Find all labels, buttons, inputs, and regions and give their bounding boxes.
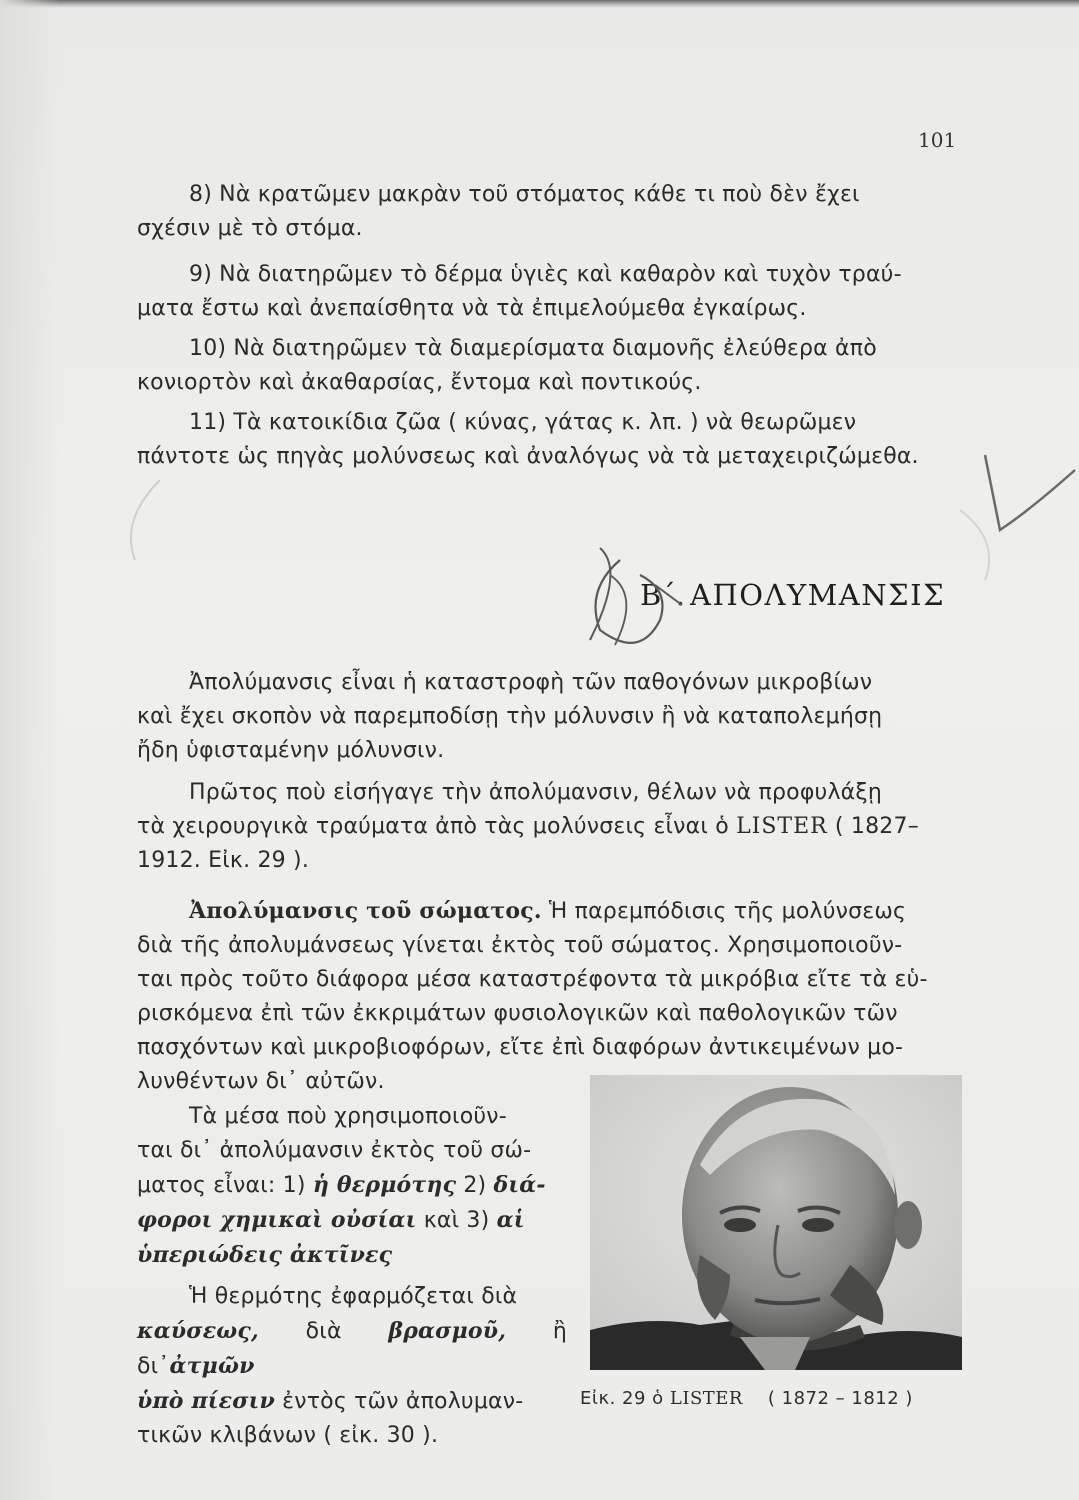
- section-prefix: Β΄.: [640, 578, 686, 612]
- definition-line1: Ἀπολύμανσις εἶναι ἡ καταστροφὴ τῶν παθογόνων μικροβίων: [189, 670, 873, 695]
- heat-term-pressure: ὑπὸ πίεσιν: [137, 1388, 275, 1414]
- definition-line2: καὶ ἔχει σκοπὸν νὰ παρεμποδίσῃ τὴν μόλυνσιν ἢ νὰ καταπολεμήσῃ: [137, 704, 883, 729]
- means-line4b: καὶ 3): [416, 1208, 497, 1233]
- heat-mid2: ἢ δι᾽: [137, 1319, 567, 1379]
- page-shadow: [0, 0, 60, 1500]
- portrait-drawing: [590, 1075, 962, 1370]
- rule-11-line2: πάντοτε ὡς πηγὰς μολύνσεως καὶ ἀναλόγως νὰ τὰ μεταχειριζώμεθα.: [137, 444, 919, 469]
- means-line1: Τὰ μέσα ποὺ χρησιμοποιοῦν-: [189, 1104, 507, 1129]
- rule-10-line2: κονιορτὸν καὶ ἀκαθαρσίας, ἔντομα καὶ ποντικούς.: [137, 370, 702, 395]
- heat-term-steam: ἀτμῶν: [169, 1353, 255, 1379]
- body-disinfection-line4: ρισκόμενα ἐπὶ τῶν ἐκκριμάτων φυσιολογικῶν καὶ παθολογικῶν τῶν: [137, 1001, 898, 1026]
- heat-line4: τικῶν κλιβάνων ( εἰκ. 30 ).: [137, 1423, 439, 1448]
- rule-8-line2: σχέσιν μὲ τὸ στόμα.: [137, 216, 363, 241]
- means-term-chemicals-b: φοροι χημικαὶ οὐσίαι: [137, 1207, 417, 1233]
- history-line2a: τὰ χειρουργικὰ τραύματα ἀπὸ τὰς μολύνσεις εἶναι ὁ: [137, 814, 737, 839]
- scan-edge: [0, 0, 1079, 8]
- rule-8: [137, 178, 953, 246]
- section-title: ΑΠΟΛΥΜΑΝΣΙΣ: [690, 578, 946, 612]
- slash-annotation-1: [590, 548, 610, 640]
- means-paragraph: [137, 1100, 567, 1273]
- heat-term-burning: καύσεως,: [137, 1318, 259, 1344]
- history-paragraph: [137, 776, 953, 878]
- rule-8-line1: 8) Νὰ κρατῶμεν μακρὰν τοῦ στόματος κάθε τι ποὺ δὲν ἔχει: [189, 182, 860, 207]
- caption-prefix: Εἰκ. 29 ὁ: [580, 1388, 664, 1409]
- faint-arc-1: [131, 480, 160, 560]
- body-disinfection-heading: Ἀπολύμανσις τοῦ σώματος.: [189, 898, 542, 924]
- rule-11: [137, 406, 953, 474]
- means-term-heat: ἡ θερμότης: [312, 1172, 457, 1198]
- caption-years: ( 1872 – 1812 ): [767, 1388, 913, 1409]
- caption-name: LISTER: [669, 1388, 743, 1409]
- means-term-chemicals-a: διά-: [493, 1172, 546, 1198]
- definition-line3: ἤδη ὑφισταμένην μόλυνσιν.: [137, 738, 445, 763]
- page-number: 101: [918, 128, 957, 152]
- heat-line3: ἐντὸς τῶν ἀπολυμαν-: [274, 1389, 524, 1414]
- rule-9-line2: ματα ἔστω καὶ ἀνεπαίσθητα νὰ τὰ ἐπιμελούμεθα ἐγκαίρως.: [137, 296, 807, 321]
- heat-paragraph: [137, 1280, 567, 1453]
- history-name: LISTER: [736, 814, 828, 839]
- rule-11-line1: 11) Τὰ κατοικίδια ζῶα ( κύνας, γάτας κ. λπ. ) νὰ θεωρῶμεν: [189, 410, 857, 435]
- faint-arc-2: [960, 510, 989, 580]
- body-disinfection-line5: πασχόντων καὶ μικροβιοφόρων, εἴτε ἐπὶ διαφόρων ἀντικειμένων μο-: [137, 1035, 904, 1060]
- lister-portrait: [590, 1075, 962, 1370]
- rule-10: [137, 332, 953, 400]
- body-disinfection-line2: διὰ τῆς ἀπολυμάνσεως γίνεται ἐκτὸς τοῦ σώματος. Χρησιμοποιοῦν-: [137, 933, 903, 958]
- heat-line1: Ἡ θερμότης ἐφαρμόζεται διὰ: [189, 1284, 518, 1309]
- history-line3: 1912. Εἰκ. 29 ).: [137, 848, 310, 873]
- means-line3b: 2): [456, 1173, 494, 1198]
- slash-annotation-2: [610, 575, 626, 645]
- history-line2b: ( 1827–: [827, 814, 919, 839]
- body-disinfection-line6: λυνθέντων δι᾽ αὐτῶν.: [137, 1069, 385, 1094]
- means-term-uv-a: αἱ: [496, 1207, 525, 1233]
- means-term-uv-b: ὑπεριώδεις ἀκτῖνες: [137, 1242, 393, 1268]
- rule-10-line1: 10) Νὰ διατηρῶμεν τὰ διαμερίσματα διαμονῆς ἐλεύθερα ἀπὸ: [189, 336, 877, 361]
- means-line2: ται δι᾽ ἀπολύμανσιν ἐκτὸς τοῦ σώ-: [137, 1138, 532, 1163]
- body-disinfection-line1: Ἡ παρεμπόδισις τῆς μολύνσεως: [541, 899, 907, 924]
- rule-9: [137, 258, 953, 326]
- means-line3a: ματος εἶναι: 1): [137, 1173, 313, 1198]
- history-line1: Πρῶτος ποὺ εἰσήγαγε τὴν ἀπολύμανσιν, θέλων νὰ προφυλάξῃ: [189, 780, 882, 805]
- heat-term-boiling: βρασμοῦ,: [388, 1318, 507, 1344]
- body-disinfection-paragraph: [137, 894, 953, 1099]
- heat-mid1: διὰ: [258, 1319, 389, 1344]
- definition-paragraph: [137, 666, 953, 768]
- rule-9-line1: 9) Νὰ διατηρῶμεν τὸ δέρμα ὑγιὲς καὶ καθαρὸν καὶ τυχὸν τραύ-: [189, 262, 902, 287]
- checkmark-annotation: [985, 455, 1075, 530]
- figure-caption: [580, 1388, 913, 1409]
- body-disinfection-line3: ται πρὸς τοῦτο διάφορα μέσα καταστρέφοντα τὰ μικρόβια εἴτε τὰ εὑ-: [137, 967, 928, 992]
